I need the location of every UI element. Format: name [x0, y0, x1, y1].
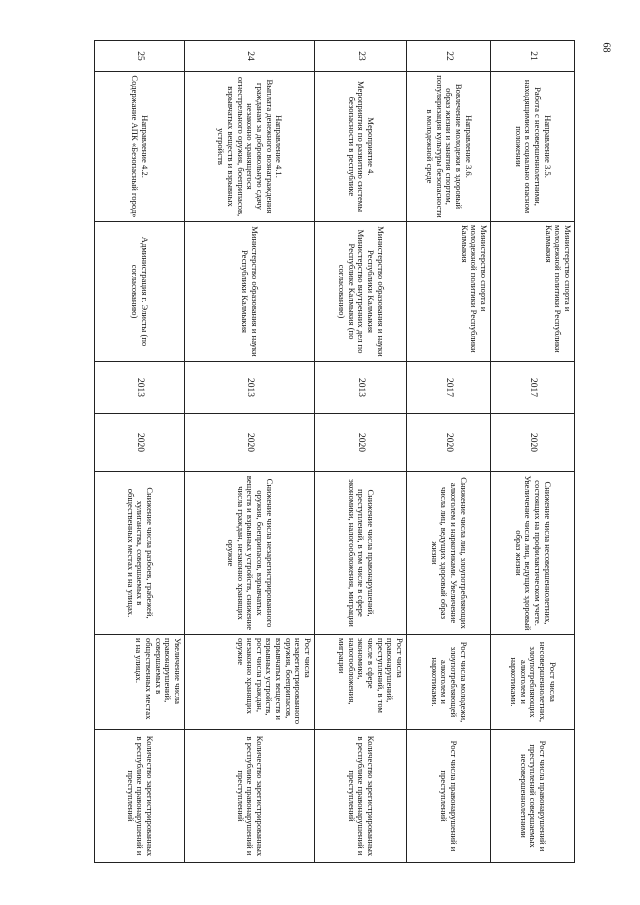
indicator-cell: Рост числа правонарушений и преступлений [407, 730, 491, 863]
rotated-table-wrapper [95, 40, 575, 862]
end-year-cell: 2020 [407, 414, 491, 472]
start-year-cell: 2017 [491, 362, 575, 414]
start-year-cell: 2013 [185, 362, 315, 414]
expected-result-cell: Снижение числа правонарушений, преступлений, в том числе в сфере экономики, налогообложения, миграции [315, 472, 407, 635]
expected-result-cell: Снижение числа лиц, злоупотребляющих алкоголем и наркотиками. Увеличение числа лиц, ведущих здоровый образ жизни [407, 472, 491, 635]
table-row [315, 41, 407, 863]
start-year-cell: 2017 [407, 362, 491, 414]
consequences-cell: Рост числа правонарушений, преступлений, в том числе в сфере экономики, налогообложения, миграции [315, 635, 407, 730]
executor-cell: Министерство спорта и молодежной политики Республики Калмыкия [491, 222, 575, 362]
direction-cell: Мероприятие 4. Мероприятия по развитию системы безопасности в республике [315, 72, 407, 222]
end-year-cell: 2020 [185, 414, 315, 472]
direction-cell: Направление 3.5. Работа с несовершеннолетними, находящимися в социально опасном положении [491, 72, 575, 222]
executor-cell: Министерство образования и науки Республики Калмыкия [185, 222, 315, 362]
consequences-cell: Рост числа незарегистрированного оружия, боеприпасов, взрывчатых веществ и взрывных устройств, рост числа граждан, незаконно хранящих оружие [185, 635, 315, 730]
executor-cell: Администрация г. Элисты (по согласованию) [95, 222, 185, 362]
expected-result-cell: Снижение числа незарегистрированного оружия, боеприпасов, взрывчатых веществ и взрывных устройств, снижение числа граждан, незаконно хранящих оружие [185, 472, 315, 635]
executor-cell: Министерство спорта и молодежной политики Республики Калмыкия [407, 222, 491, 362]
indicator-cell: Количество зарегистрированных в республике правонарушений и преступлений [315, 730, 407, 863]
direction-cell: Направление 4.2. Содержание АПК «Безопасный город» [95, 72, 185, 222]
end-year-cell: 2020 [491, 414, 575, 472]
indicator-cell: Рост числа правонарушений и преступлений совершаемых несовершеннолетними [491, 730, 575, 863]
executor-cell: Министерство образования и науки Республики Калмыкия Министерство внутренних дел по Республике Калмыкия (по согласованию) [315, 222, 407, 362]
row-number: 23 [315, 41, 407, 72]
start-year-cell: 2013 [95, 362, 185, 414]
consequences-cell: Увеличение числа правонарушений, совершаемых в общественных местах и на улицах. [95, 635, 185, 730]
indicator-cell: Количество зарегистрированных в республике правонарушений и преступлений [95, 730, 185, 863]
direction-cell: Направление 4.1. Выплата денежного вознаграждения гражданам за добровольную сдачу незаконно хранящегося огнестрельного оружия, боеприпасов, взрывчатых веществ и взрывных устройств [185, 72, 315, 222]
row-number: 25 [95, 41, 185, 72]
indicator-cell: Количество зарегистрированных в республике правонарушений и преступлений [185, 730, 315, 863]
expected-result-cell: Снижение числа несовершеннолетних, состоящих на профилактическом учете. Увеличение числа лиц, ведущих здоровый образ жизни [491, 472, 575, 635]
row-number: 24 [185, 41, 315, 72]
end-year-cell: 2020 [95, 414, 185, 472]
direction-cell: Направление 3.6. Вовлечение молодежи в здоровый образ жизни и занятия спортом, популяризация культуры безопасности в молодежной среде [407, 72, 491, 222]
measures-table [94, 40, 575, 863]
expected-result-cell: Снижение числа разбоев, грабежей, хулиганства, совершаемых в общественных местах и на улицах. [95, 472, 185, 635]
start-year-cell: 2013 [315, 362, 407, 414]
table-row [407, 41, 491, 863]
row-number: 22 [407, 41, 491, 72]
row-number: 21 [491, 41, 575, 72]
table-row [491, 41, 575, 863]
consequences-cell: Рост числа молодежи, злоупотребляющей алкоголем и наркотиками. [407, 635, 491, 730]
consequences-cell: Рост числа несовершеннолетних, злоупотребляющих алкоголем и наркотиками. [491, 635, 575, 730]
page-number: 68 [600, 42, 612, 53]
table-row [95, 41, 185, 863]
end-year-cell: 2020 [315, 414, 407, 472]
table-row [185, 41, 315, 863]
